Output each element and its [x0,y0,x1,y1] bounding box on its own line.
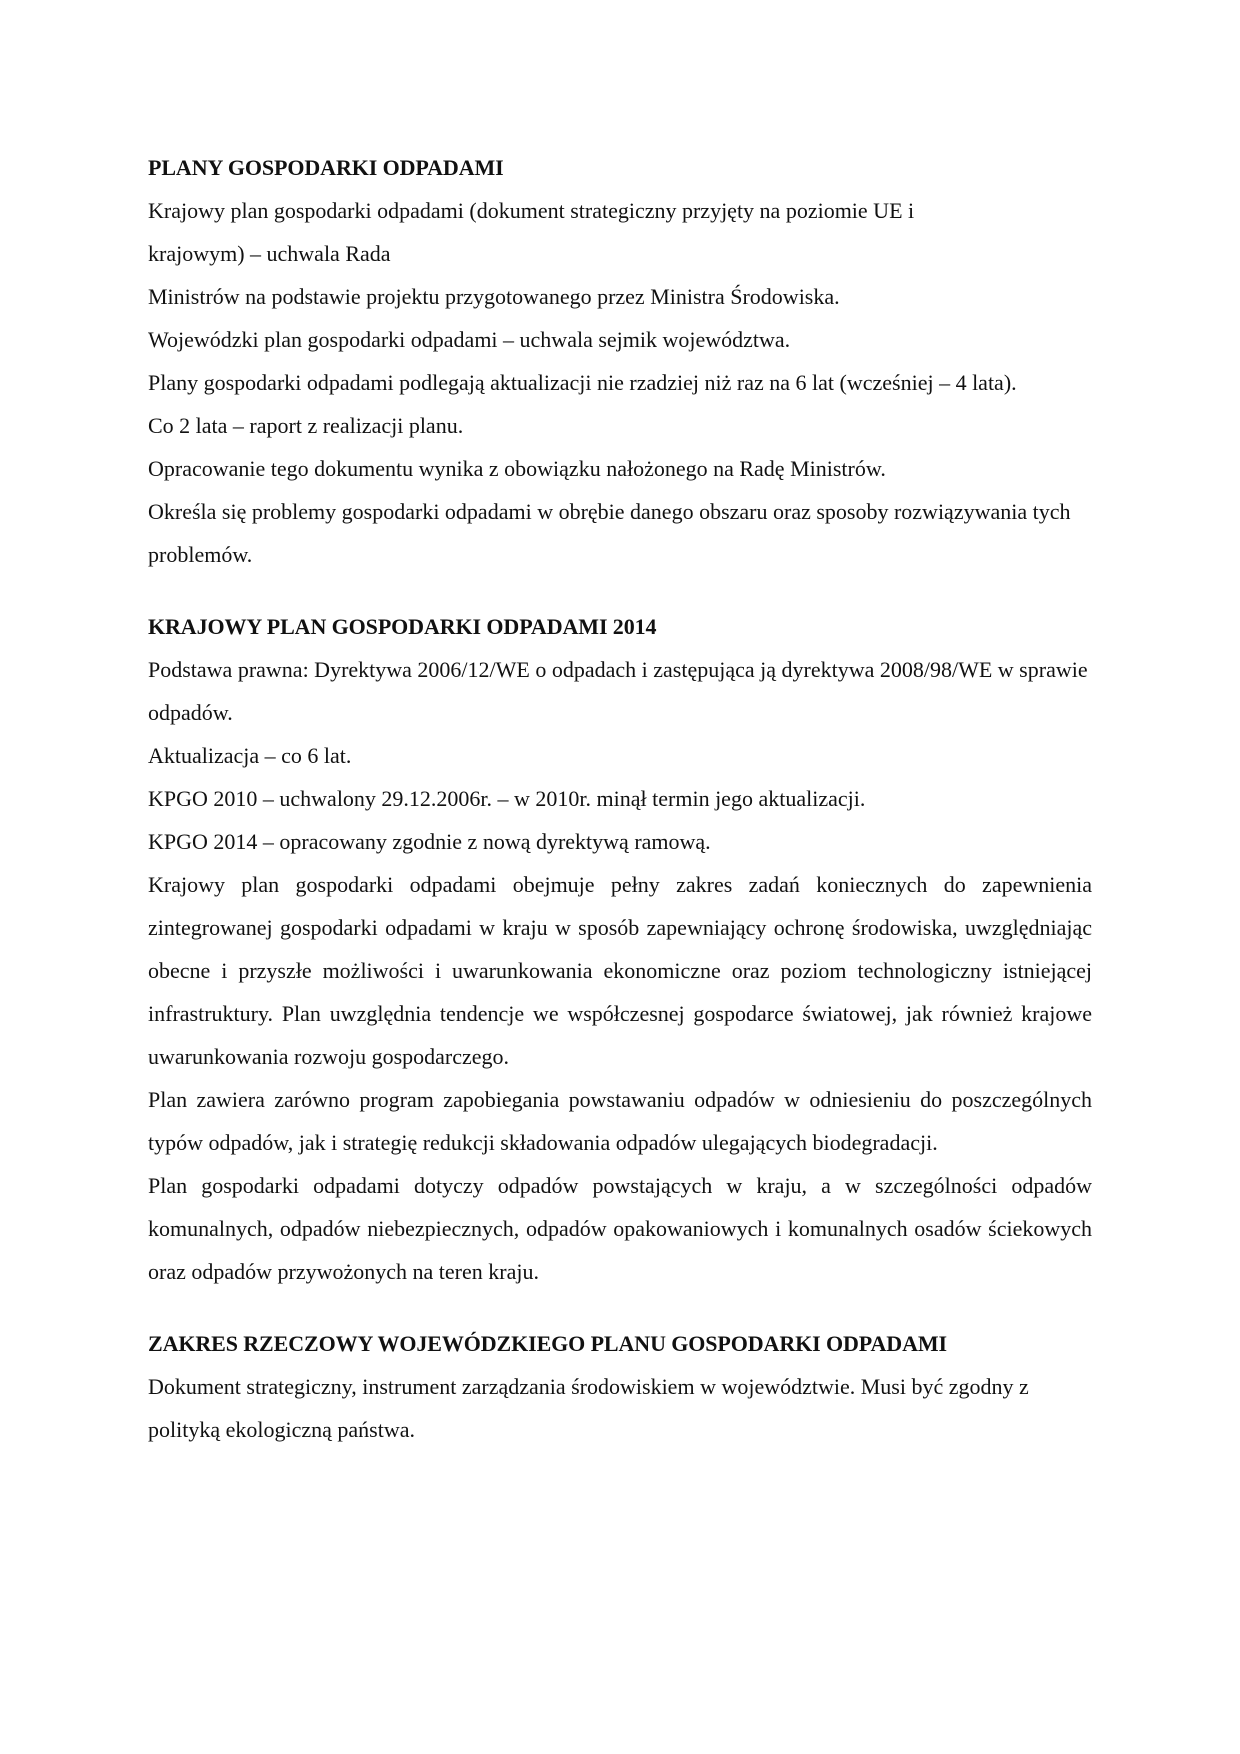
paragraph: Krajowy plan gospodarki odpadami (dokument strategiczny przyjęty na poziomie UE i [148,198,915,223]
paragraph: KPGO 2010 – uchwalony 29.12.2006r. – w 2010r. minął termin jego aktualizacji. [148,786,866,811]
paragraph: Plan gospodarki odpadami dotyczy odpadów powstających w kraju, a w szczególności odpadów komunalnych, odpadów niebezpiecznych, odpadów opakowaniowych i komunalnych osadów ściekowych oraz odpadów przywożonych na teren kraju. [148,1173,1092,1284]
section-heading: PLANY GOSPODARKI ODPADAMI [148,155,504,180]
paragraph: Co 2 lata – raport z realizacji planu. [148,413,464,438]
paragraph: Określa się problemy gospodarki odpadami w obrębie danego obszaru oraz sposoby rozwiązywania tych problemów. [148,499,1071,567]
section-krajowy-plan-2014 [148,605,1092,1293]
paragraph: Krajowy plan gospodarki odpadami obejmuje pełny zakres zadań koniecznych do zapewnienia zintegrowanej gospodarki odpadami w kraju w sposób zapewniający ochronę środowiska, uwzględniając obecne i przyszłe możliwości i uwarunkowania ekonomiczne oraz poziom technologiczny istniejącej infrastruktury. Plan uwzględnia tendencje we współczesnej gospodarce światowej, jak również krajowe uwarunkowania rozwoju gospodarczego. [148,872,1092,1069]
paragraph: Podstawa prawna: Dyrektywa 2006/12/WE o odpadach i zastępująca ją dyrektywa 2008/98/WE w sprawie odpadów. [148,657,1088,725]
paragraph: Plany gospodarki odpadami podlegają aktualizacji nie rzadziej niż raz na 6 lat (wcześniej – 4 lata). [148,370,1017,395]
paragraph: Ministrów na podstawie projektu przygotowanego przez Ministra Środowiska. [148,284,840,309]
paragraph: Dokument strategiczny, instrument zarządzania środowiskiem w województwie. Musi być zgodny z polityką ekologiczną państwa. [148,1374,1029,1442]
paragraph: Plan zawiera zarówno program zapobiegania powstawaniu odpadów w odniesieniu do poszczególnych typów odpadów, jak i strategię redukcji składowania odpadów ulegających biodegradacji. [148,1087,1092,1155]
section-zakres-rzeczowy [148,1322,1092,1451]
paragraph: krajowym) – uchwala Rada [148,241,391,266]
paragraph: Wojewódzki plan gospodarki odpadami – uchwala sejmik województwa. [148,327,791,352]
section-plany-gospodarki [148,146,1092,576]
paragraph: KPGO 2014 – opracowany zgodnie z nową dyrektywą ramową. [148,829,711,854]
document-page [148,146,1092,1451]
section-heading: KRAJOWY PLAN GOSPODARKI ODPADAMI 2014 [148,614,657,639]
section-heading: ZAKRES RZECZOWY WOJEWÓDZKIEGO PLANU GOSPODARKI ODPADAMI [148,1331,948,1356]
paragraph: Opracowanie tego dokumentu wynika z obowiązku nałożonego na Radę Ministrów. [148,456,886,481]
paragraph: Aktualizacja – co 6 lat. [148,743,352,768]
